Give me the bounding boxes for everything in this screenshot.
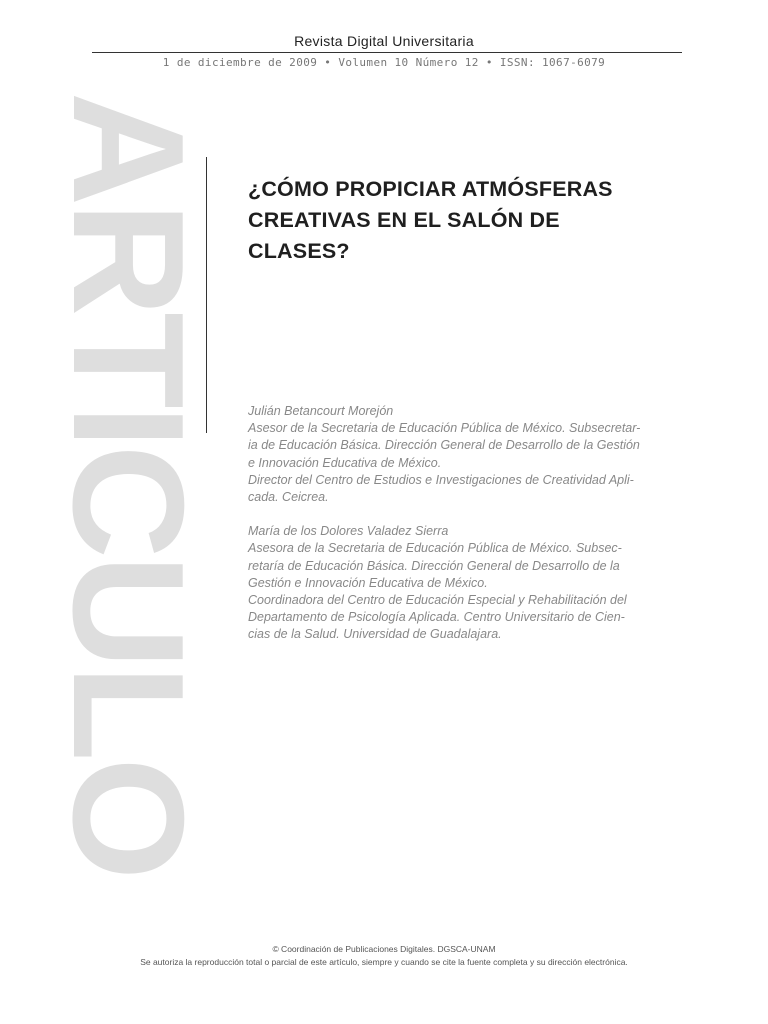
section-label-articulo: ARTICULO (40, 92, 216, 877)
affiliation-line: Asesor de la Secretaria de Educación Pública de México. Subsecretar- (248, 421, 641, 436)
affiliation-line: Coordinadora del Centro de Educación Especial y Rehabilitación del (248, 593, 627, 608)
article-title (248, 174, 688, 267)
issue-info: 1 de diciembre de 2009 • Volumen 10 Número 12 • ISSN: 1067-6079 (162, 56, 606, 69)
author-name: Julián Betancourt Morejón (248, 404, 394, 418)
title-divider (206, 157, 207, 433)
affiliation-line: Director del Centro de Estudios e Investigaciones de Creatividad Apli- (248, 472, 634, 487)
title-line: CLASES? (248, 239, 350, 263)
affiliation-line: e Innovación Educativa de México. (248, 455, 442, 470)
journal-title: Revista Digital Universitaria (294, 33, 474, 49)
author-name: María de los Dolores Valadez Sierra (248, 524, 449, 539)
affiliation-line: Asesora de la Secretaria de Educación Pública de México. Subsec- (248, 541, 622, 556)
header-divider (92, 52, 682, 53)
affiliation-line: cada. Ceicrea. (248, 490, 329, 505)
affiliation-line: retaría de Educación Básica. Dirección General de Desarrollo de la (248, 558, 620, 573)
page-footer (0, 943, 768, 969)
author-block (248, 523, 688, 643)
title-line: ¿CÓMO PROPICIAR ATMÓSFERAS (248, 177, 613, 201)
affiliation-line: ia de Educación Básica. Dirección General de Desarrollo de la Gestión (248, 438, 640, 453)
affiliation-line: Gestión e Innovación Educativa de México. (248, 575, 488, 590)
copyright-notice: © Coordinación de Publicaciones Digitales. DGSCA-UNAM (272, 944, 496, 954)
affiliation-line: Departamento de Psicología Aplicada. Centro Universitario de Cien- (248, 610, 625, 625)
license-notice: Se autoriza la reproducción total o parcial de este artículo, siempre y cuando se cite la fuente completa y su dirección electrónica. (140, 957, 628, 967)
title-line: CREATIVAS EN EL SALÓN DE (248, 208, 560, 232)
author-list (248, 403, 688, 661)
affiliation-line: cias de la Salud. Universidad de Guadalajara. (248, 627, 502, 642)
author-block (248, 403, 688, 506)
